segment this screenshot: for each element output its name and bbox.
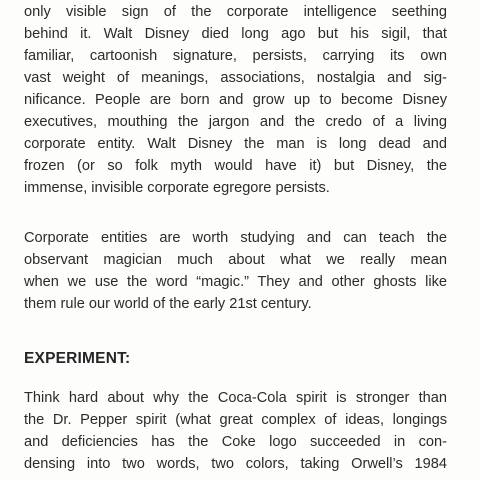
text-line: immense, invisible corporate egregore persists. <box>24 180 330 196</box>
text-line: them rule our world of the early 21st century. <box>24 296 312 312</box>
experiment-heading: EXPERIMENT: <box>24 350 131 367</box>
text-line: Think hard about why the Coca-Cola spirit is stronger than <box>24 390 447 406</box>
text-line: frozen (or so folk myth would have it) but Disney, the <box>24 158 447 174</box>
text-line: the Dr. Pepper spirit (what great complex of ideas, longings <box>24 412 447 428</box>
text-line: only visible sign of the corporate intelligence seething <box>24 4 447 20</box>
text-line: executives, mouthing the jargon and the credo of a living <box>24 114 447 130</box>
text-line: when we use the word “magic.” They and other ghosts like <box>24 274 447 290</box>
text-line: Corporate entities are worth studying and can teach the <box>24 230 447 246</box>
text-line: observant magician much about what we really mean <box>24 252 447 268</box>
paragraph-corporate-entities <box>24 227 447 315</box>
paragraph-experiment <box>24 387 447 475</box>
text-line: densing into two words, two colors, taking Orwell’s 1984 <box>24 456 447 472</box>
text-line: and deficiencies has the Coke logo succeeded in con- <box>24 434 447 450</box>
paragraph-disney-sigil <box>24 1 447 199</box>
text-line: corporate entity. Walt Disney the man is long dead and <box>24 136 447 152</box>
text-line: nificance. People are born and grow up to become Disney <box>24 92 447 108</box>
text-line: familiar, cartoonish signature, persists, carrying its own <box>24 48 447 64</box>
text-line: behind it. Walt Disney died long ago but his sigil, that <box>24 26 447 42</box>
text-line: vast weight of meanings, associations, nostalgia and sig- <box>24 70 447 86</box>
